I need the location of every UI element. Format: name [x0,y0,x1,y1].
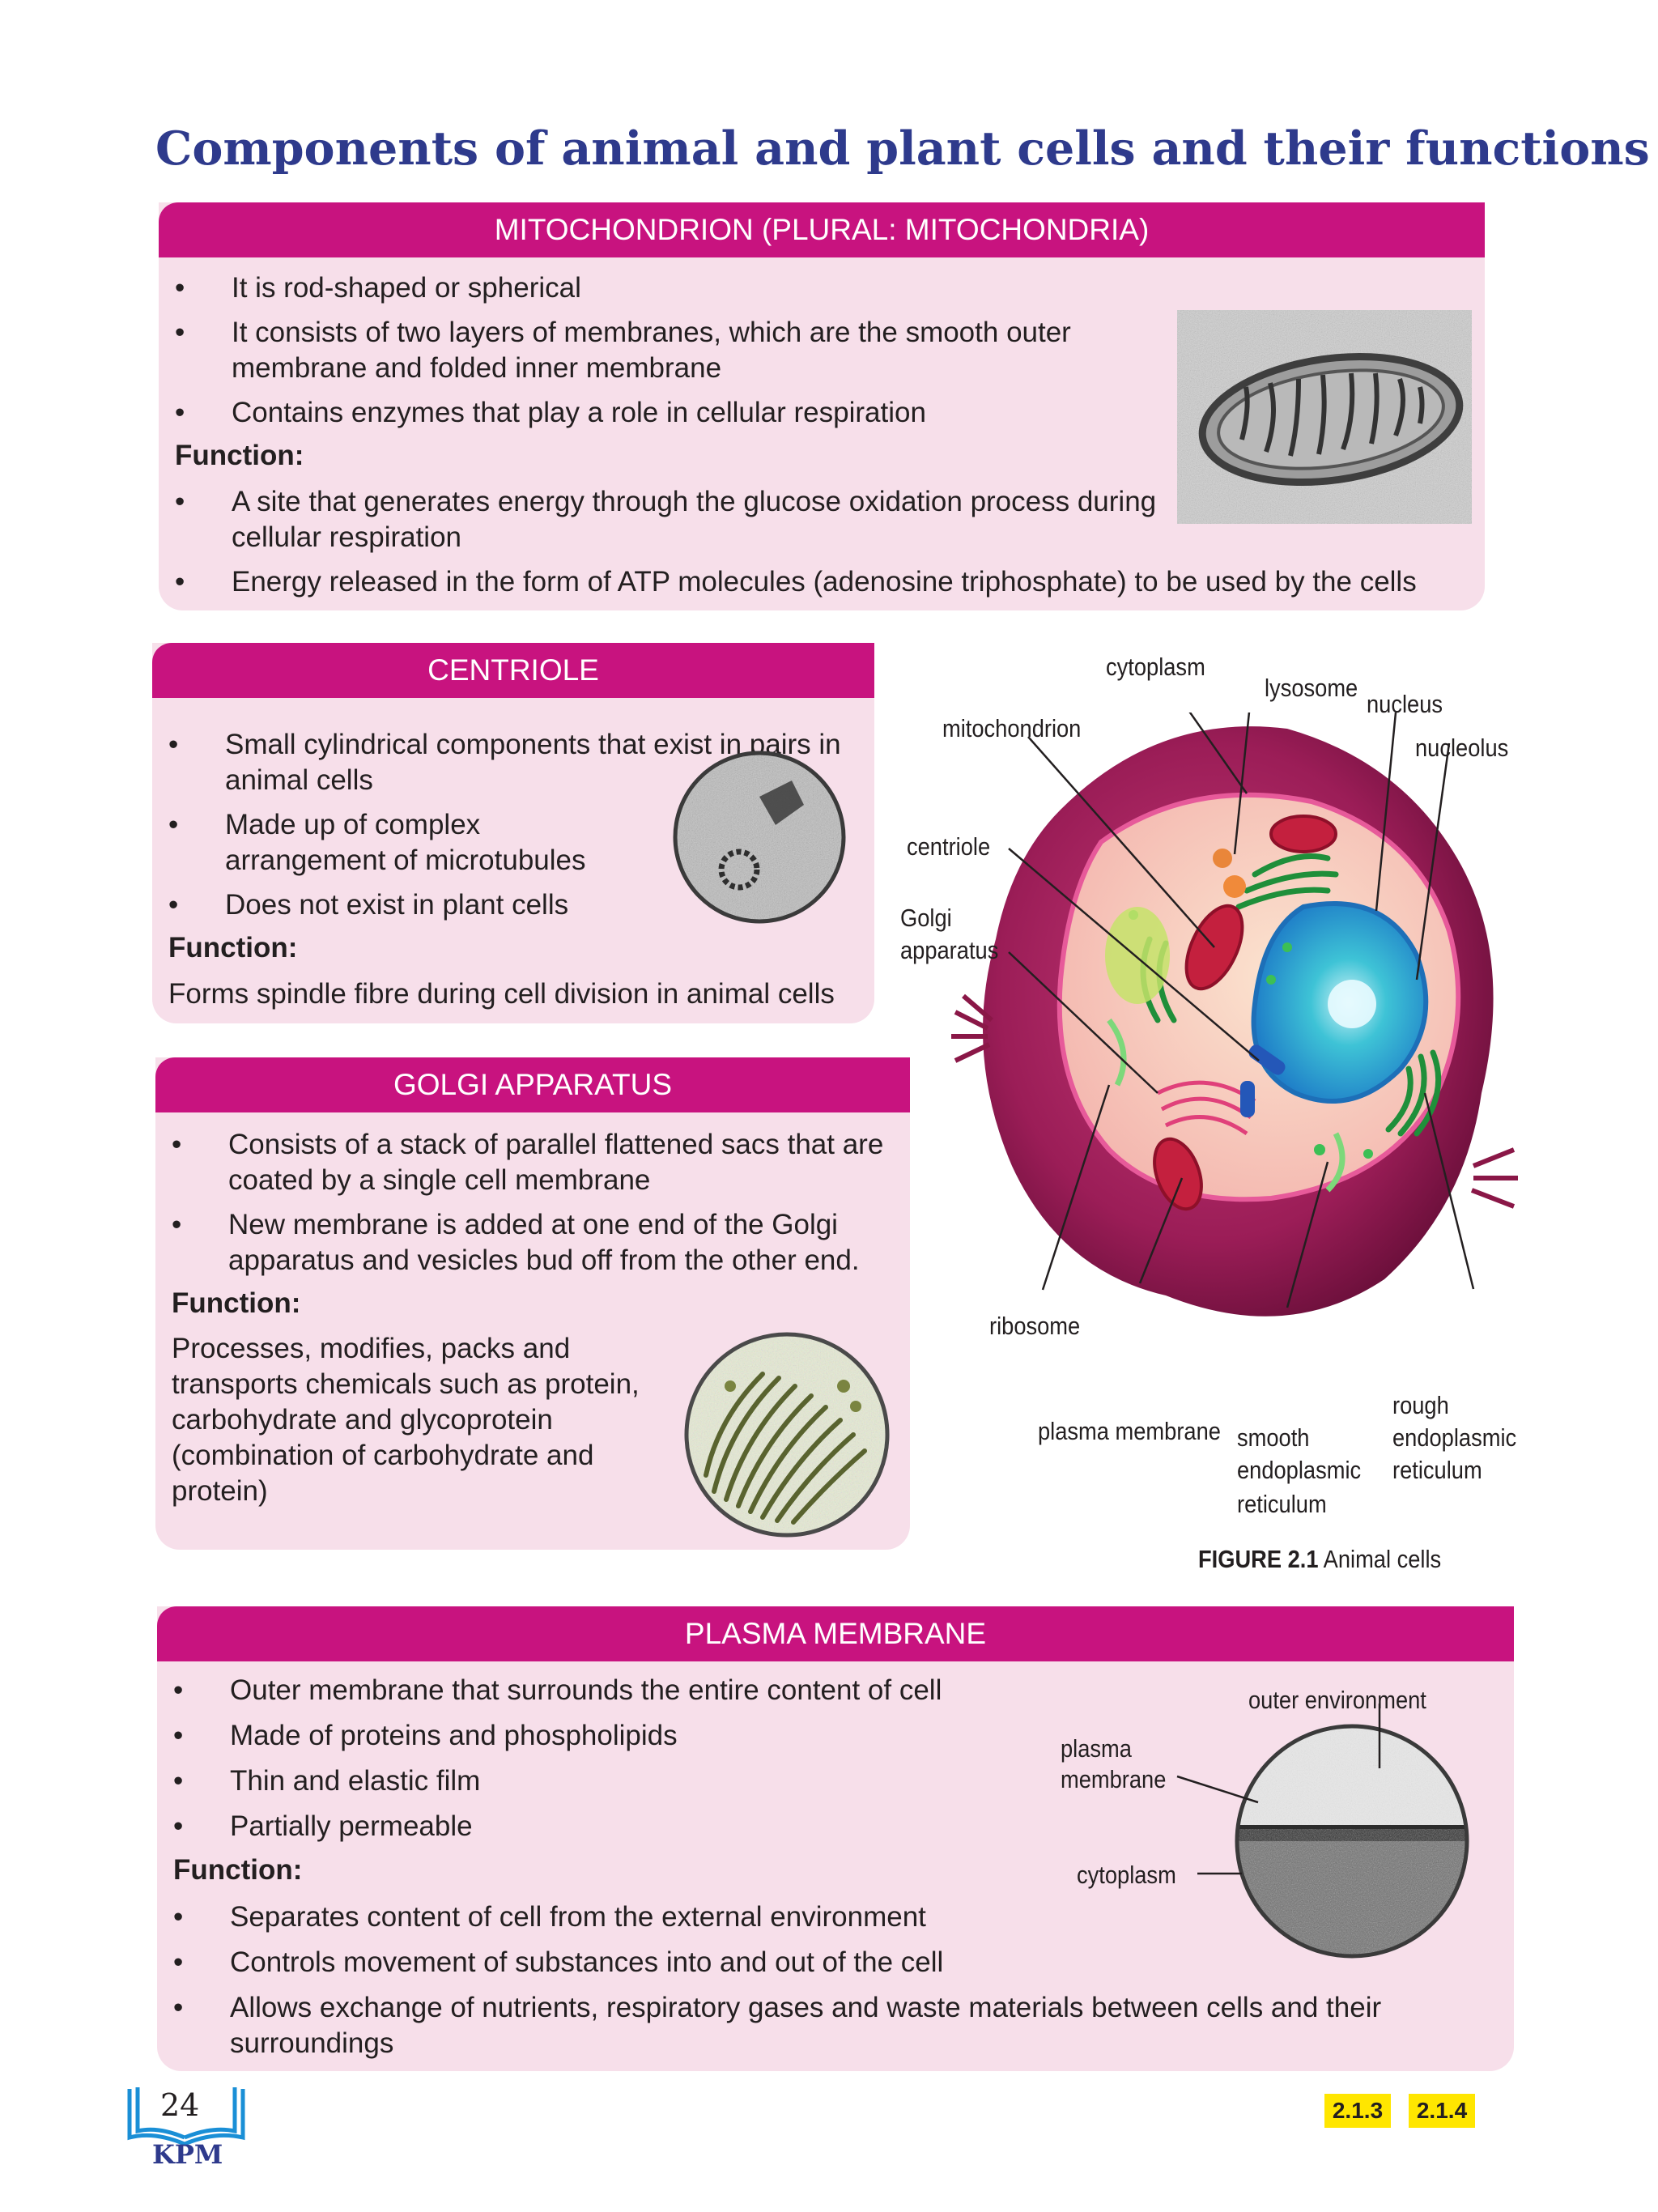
plasma-leader-lines [157,1606,1514,2071]
figure-caption-text: Animal cells [1323,1545,1442,1573]
centriole-box: CENTRIOLE • Small cylindrical components that exist in pairs in animal cells • Made up of complex arrangement of microtubules • Does not exist in plant cells Function: Forms spindle fibre during cell division in animal cells [152,643,874,1023]
centriole-heading: CENTRIOLE [152,643,874,698]
label-centriole: centriole [907,832,991,861]
figure-caption [1198,1543,1441,1576]
function-label: Function: [175,440,304,471]
plasma-membrane-heading: PLASMA MEMBRANE [157,1606,1514,1661]
function-line: Processes, modifies, packs and [172,1333,571,1364]
function-line: (combination of carbohydrate and [172,1440,594,1471]
label-rough-er-line3: reticulum [1392,1456,1482,1484]
nucleolus-shape [1328,980,1376,1028]
mitochondrion-micrograph [1177,310,1472,524]
label-nucleolus: nucleolus [1415,734,1509,762]
label-ribosome: ribosome [989,1312,1081,1340]
label-mitochondrion: mitochondrion [942,714,1082,742]
label-outer-environment: outer environment [1248,1686,1426,1714]
function-line: transports chemicals such as protein, [172,1368,640,1400]
syllabus-code: 2.1.3 [1324,2094,1391,2128]
label-smooth-er-line3: reticulum [1237,1490,1327,1518]
label-rough-er-line1: rough [1392,1391,1449,1419]
publisher-logo-text: KPM [152,2139,223,2170]
label-lysosome: lysosome [1265,674,1358,702]
animal-cell-diagram [947,713,1530,1376]
golgi-heading: GOLGI APPARATUS [155,1057,910,1112]
mitochondrion-box: MITOCHONDRION (PLURAL: MITOCHONDRIA) • It is rod-shaped or spherical • It consists of two layers of membranes, which are the smooth outer membrane and folded inner membrane • Contains enzymes that play a role in cellular respiration Function: • A site that generates energy through the glucose oxidation process during cellular respiration • Energy released in the form of ATP molecules (adenosine triphosphate) to be used by the cells [159,202,1485,610]
label-golgi-line2: apparatus [900,936,999,964]
function-label: Function: [168,932,298,963]
label-plasma-line2: membrane [1061,1765,1167,1793]
golgi-micrograph [682,1329,892,1540]
label-smooth-er-line1: smooth [1237,1423,1310,1452]
plasma-membrane-box: PLASMA MEMBRANE • Outer membrane that surrounds the entire content of cell • Made of proteins and phospholipids • Thin and elastic film • Partially permeable Function: • Separates content of cell from the external environment • Controls movement of substances into and out of the cell • Allows exchange of nutrients, respiratory gases and waste materials between cells and their surroundings [157,1606,1514,2071]
label-smooth-er-line2: endoplasmic [1237,1456,1362,1484]
page-number: 24 [160,2087,200,2123]
centriole-micrograph [670,748,848,926]
figure-caption-number: FIGURE 2.1 [1198,1545,1319,1573]
label-cytoplasm: cytoplasm [1106,653,1205,681]
label-cytoplasm-micrograph: cytoplasm [1077,1861,1176,1889]
function-line: carbohydrate and glycoprotein [172,1404,553,1436]
syllabus-code: 2.1.4 [1409,2094,1475,2128]
function-label: Function: [172,1287,301,1319]
function-label: Function: [173,1854,303,1886]
label-plasma-line1: plasma [1061,1734,1132,1763]
label-nucleus: nucleus [1367,690,1443,718]
mitochondrion-heading: MITOCHONDRION (PLURAL: MITOCHONDRIA) [159,202,1485,257]
function-line: protein) [172,1475,268,1507]
label-rough-er-line2: endoplasmic [1392,1423,1517,1452]
page-title: Components of animal and plant cells and their functions [155,121,1650,176]
function-text: Forms spindle fibre during cell division in animal cells [168,978,835,1010]
label-golgi-line1: Golgi [900,904,952,932]
golgi-box: GOLGI APPARATUS • Consists of a stack of parallel flattened sacs that are coated by a single cell membrane • New membrane is added at one end of the Golgi apparatus and vesicles bud off from the other end. Function: Processes, modifies, packs and transports chemicals such as protein, carbohydrate and glycoprotein (combination of carbohydrate and protein) [155,1057,910,1550]
label-plasma-membrane: plasma membrane [1038,1417,1221,1445]
